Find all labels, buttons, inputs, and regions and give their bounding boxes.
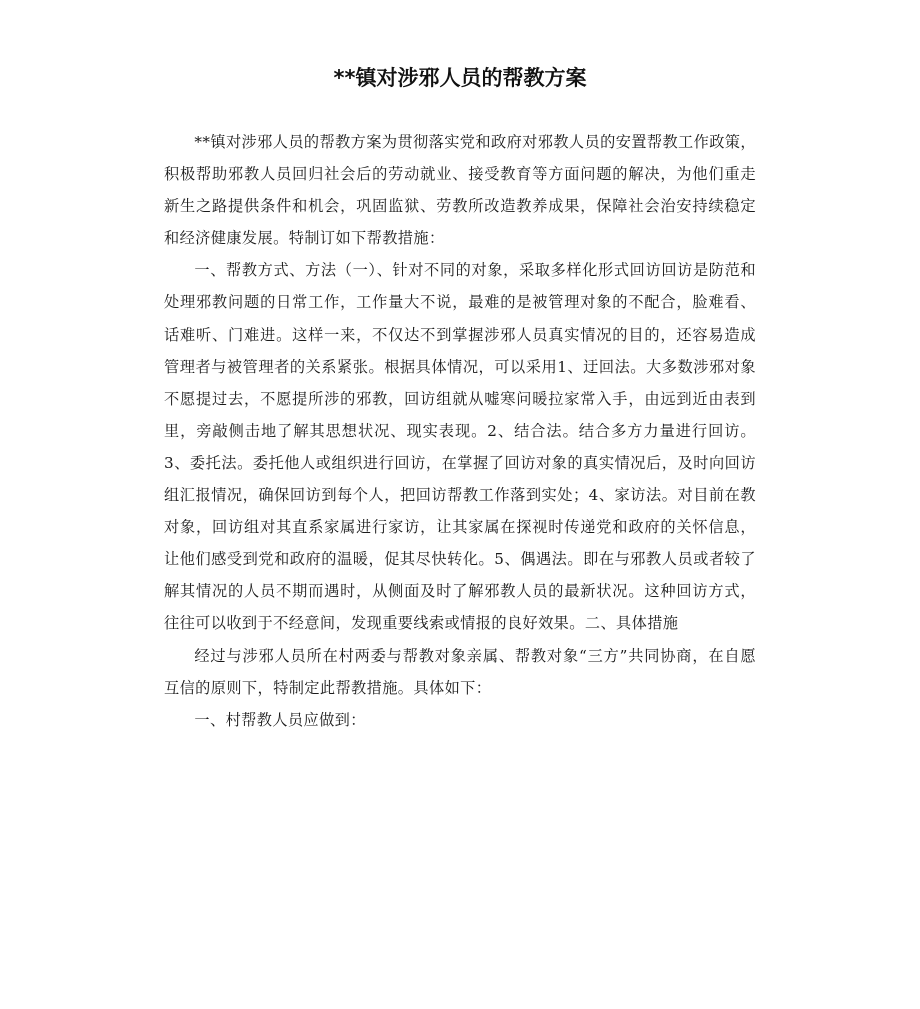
paragraph-consultation: 经过与涉邪人员所在村两委与帮教对象亲属、帮教对象“三方”共同协商，在自愿互信的原则下，特制定此帮教措施。具体如下： <box>164 646 756 697</box>
paragraph-village-staff: 一、村帮教人员应做到： <box>194 710 366 729</box>
paragraph-intro: **镇对涉邪人员的帮教方案为贯彻落实党和政府对邪教人员的安置帮教工作政策，积极帮助邪教人员回归社会后的劳动就业、接受教育等方面问题的解决，为他们重走新生之路提供条件和机会，巩固监狱、劳教所改造教养成果，保障社会治安持续稳定和经济健康发展。特制订如下帮教措施： <box>164 133 756 248</box>
document-title: **镇对涉邪人员的帮教方案 <box>333 66 587 90</box>
paragraph-methods: 一、帮教方式、方法（一）、针对不同的对象，采取多样化形式回访回访是防范和处理邪教问题的日常工作，工作量大不说，最难的是被管理对象的不配合，脸难看、话难听、门难进。这样一来，不仅达不到掌握涉邪人员真实情况的目的，还容易造成管理者与被管理者的关系紧张。根据具体情况，可以采用1、迂回法。大多数涉邪对象不愿提过去，不愿提所涉的邪教，回访组就从嘘寒问暖拉家常入手，由远到近由表到里，旁敲侧击地了解其思想状况、现实表现。2、结合法。结合多方力量进行回访。3、委托法。委托他人或组织进行回访，在掌握了回访对象的真实情况后，及时向回访组汇报情况，确保回访到每个人，把回访帮教工作落到实处；4、家访法。对目前在教对象，回访组对其直系家属进行家访，让其家属在探视时传递党和政府的关怀信息，让他们感受到党和政府的温暖，促其尽快转化。5、偶遇法。即在与邪教人员或者较了解其情况的人员不期而遇时，从侧面及时了解邪教人员的最新状况。这种回访方式，往往可以收到于不经意间，发现重要线索或情报的良好效果。二、具体措施 <box>164 261 756 633</box>
document-body <box>164 126 756 736</box>
